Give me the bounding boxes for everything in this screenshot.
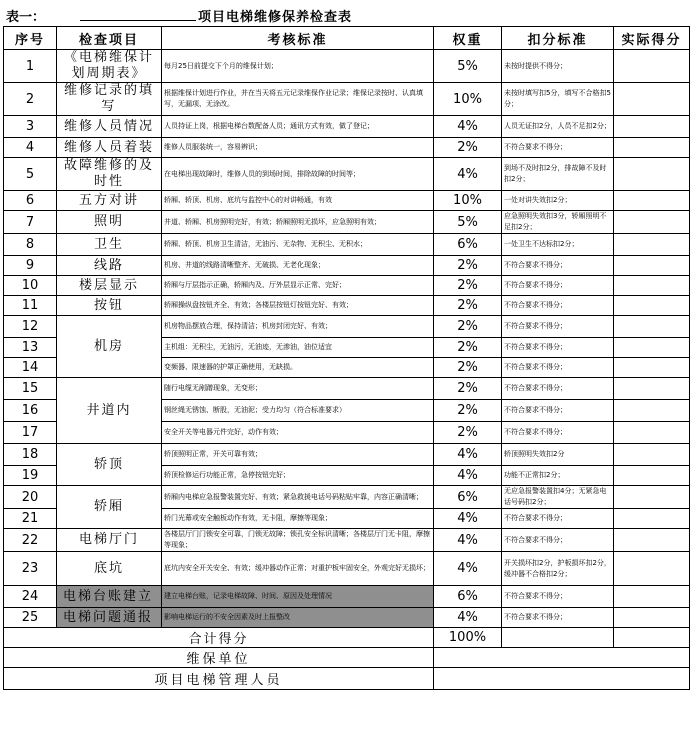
actual-score-cell[interactable]: [614, 116, 690, 138]
row-number: 6: [4, 191, 57, 211]
weight-value: 4%: [434, 116, 502, 138]
deduction-standard: 不符合要求不得分；: [502, 529, 614, 552]
inspection-item: 轿厢: [57, 486, 162, 529]
inspection-item: 机房: [57, 316, 162, 378]
actual-score-cell[interactable]: [614, 256, 690, 276]
weight-value: 2%: [434, 276, 502, 296]
assessment-standard: 轿顶照明正常，开关可靠有效；: [162, 444, 434, 466]
deduction-standard: 应急照明失效扣3分，轿厢照明不足扣2分；: [502, 211, 614, 234]
row-number: 13: [4, 338, 57, 358]
actual-score-cell[interactable]: [614, 83, 690, 116]
deduction-standard: 无应急报警装置扣4分；无紧急电话号码扣2分；: [502, 486, 614, 509]
actual-score-cell[interactable]: [614, 422, 690, 444]
assessment-standard: 安全开关等电器元件完好，动作有效；: [162, 422, 434, 444]
inspection-item: 线路: [57, 256, 162, 276]
weight-value: 2%: [434, 256, 502, 276]
row-number: 25: [4, 608, 57, 628]
weight-value: 6%: [434, 486, 502, 509]
deduction-standard: 到场不及时扣2分，排故障不及时扣2分；: [502, 158, 614, 191]
actual-score-cell[interactable]: [614, 316, 690, 338]
deduction-standard: 不符合要求不得分；: [502, 296, 614, 316]
actual-score-cell[interactable]: [614, 466, 690, 486]
inspection-item: 电梯厅门: [57, 529, 162, 552]
table-row: [4, 444, 690, 466]
header-row: [4, 27, 690, 50]
deduction-standard: 不符合要求不得分；: [502, 400, 614, 422]
col-header-no: 序号: [4, 27, 57, 50]
inspection-item: 底坑: [57, 552, 162, 586]
assessment-standard: 影响电梯运行的不安全因素及时上报整改: [162, 608, 434, 628]
weight-value: 4%: [434, 509, 502, 529]
actual-score-cell[interactable]: [614, 509, 690, 529]
table-row: [4, 211, 690, 234]
table-row: [4, 158, 690, 191]
row-number: 9: [4, 256, 57, 276]
weight-value: 2%: [434, 358, 502, 378]
weight-value: 2%: [434, 422, 502, 444]
row-number: 8: [4, 234, 57, 256]
total-label: 合计得分: [4, 628, 434, 648]
assessment-standard: 轿厢、轿顶、机房、底坑与监控中心的对讲畅通，有效: [162, 191, 434, 211]
deduction-standard: 不符合要求不得分；: [502, 316, 614, 338]
assessment-standard: 井道、轿厢、机房照明完好，有效；轿厢照明无损坏，应急照明有效；: [162, 211, 434, 234]
deduction-standard: 人员无证扣2分，人员不足扣2分；: [502, 116, 614, 138]
table-row: [4, 234, 690, 256]
deduction-standard: 不符合要求不得分；: [502, 338, 614, 358]
actual-score-cell[interactable]: [614, 191, 690, 211]
table-row: [4, 316, 690, 338]
deduction-standard: 不符合要求不得分；: [502, 422, 614, 444]
inspection-item: 井道内: [57, 378, 162, 444]
actual-score-cell[interactable]: [614, 486, 690, 509]
actual-score-cell[interactable]: [614, 276, 690, 296]
row-number: 7: [4, 211, 57, 234]
assessment-standard: 轿门光幕或安全触板动作有效，无卡阻，摩擦等现象；: [162, 509, 434, 529]
assessment-standard: 轿厢与厅层指示正确，轿厢内及、厅外层显示正常、完好；: [162, 276, 434, 296]
row-number: 16: [4, 400, 57, 422]
total-score-cell[interactable]: [614, 628, 690, 648]
actual-score-cell[interactable]: [614, 138, 690, 158]
row-number: 17: [4, 422, 57, 444]
assessment-standard: 随行电缆无剐蹭现象，无变形；: [162, 378, 434, 400]
row-number: 18: [4, 444, 57, 466]
inspection-item: 维修人员着装: [57, 138, 162, 158]
assessment-standard: 在电梯出现故障时，维修人员的到场时间，排除故障的时间等；: [162, 158, 434, 191]
table-row: [4, 116, 690, 138]
table-row: [4, 50, 690, 83]
assessment-standard: 维修人员服装统一，容易辨识；: [162, 138, 434, 158]
weight-value: 4%: [434, 158, 502, 191]
deduction-standard: 一处对讲失效扣2分；: [502, 191, 614, 211]
weight-value: 5%: [434, 50, 502, 83]
maintenance-unit-row: [4, 648, 690, 668]
assessment-standard: 轿厢、轿顶、机房卫生清洁，无油污、无杂物、无积尘、无积水；: [162, 234, 434, 256]
weight-value: 2%: [434, 138, 502, 158]
row-number: 15: [4, 378, 57, 400]
inspection-table: [3, 26, 690, 690]
assessment-standard: 每月25日前提交下个月的维保计划；: [162, 50, 434, 83]
deduction-standard: 不符合要求不得分；: [502, 358, 614, 378]
inspection-item: 电梯问题通报: [57, 608, 162, 628]
assessment-standard: 人员持证上岗，根据电梯台数配备人员；通讯方式有效，做了登记；: [162, 116, 434, 138]
row-number: 21: [4, 509, 57, 529]
table-row: [4, 138, 690, 158]
deduction-standard: 未按时提供不得分；: [502, 50, 614, 83]
assessment-standard: 各楼层厅门门锁安全可靠，门锁无故障；锁孔安全标识清晰；各楼层厅门无卡阻，摩擦等现象；: [162, 529, 434, 552]
actual-score-cell[interactable]: [614, 400, 690, 422]
actual-score-cell[interactable]: [614, 158, 690, 191]
deduction-standard: 开关损坏扣2分，护板损坏扣2分，缓冲器不合格扣2分；: [502, 552, 614, 586]
weight-value: 2%: [434, 296, 502, 316]
assessment-standard: 轿厢内电梯应急报警装置完好、有效；紧急救援电话号码粘贴牢靠，内容正确清晰；: [162, 486, 434, 509]
table-row: [4, 256, 690, 276]
weight-value: 4%: [434, 608, 502, 628]
weight-value: 4%: [434, 552, 502, 586]
row-number: 2: [4, 83, 57, 116]
row-number: 11: [4, 296, 57, 316]
weight-value: 4%: [434, 466, 502, 486]
actual-score-cell[interactable]: [614, 296, 690, 316]
row-number: 24: [4, 586, 57, 608]
table-row: [4, 529, 690, 552]
actual-score-cell[interactable]: [614, 444, 690, 466]
inspection-item: 楼层显示: [57, 276, 162, 296]
table-row: [4, 378, 690, 400]
row-number: 23: [4, 552, 57, 586]
actual-score-cell[interactable]: [614, 234, 690, 256]
actual-score-cell[interactable]: [614, 529, 690, 552]
weight-value: 4%: [434, 444, 502, 466]
weight-value: 2%: [434, 338, 502, 358]
manager-value[interactable]: [434, 668, 690, 690]
deduction-standard: 不符合要求不得分；: [502, 378, 614, 400]
col-header-actual-score: 实际得分: [614, 27, 690, 50]
actual-score-cell[interactable]: [614, 378, 690, 400]
assessment-standard: 底坑内安全开关安全、有效；缓冲器动作正常；对重护板牢固安全，外观完好无损坏；: [162, 552, 434, 586]
weight-value: 2%: [434, 316, 502, 338]
row-number: 19: [4, 466, 57, 486]
manager-row: [4, 668, 690, 690]
actual-score-cell[interactable]: [614, 338, 690, 358]
inspection-item: 轿顶: [57, 444, 162, 486]
actual-score-cell[interactable]: [614, 608, 690, 628]
deduction-standard: 轿顶照明失效扣2分: [502, 444, 614, 466]
inspection-item: 《电梯维保计划周期表》: [57, 50, 162, 83]
page-title: 项目电梯维修保养检查表: [198, 10, 353, 25]
manager-label: 项目电梯管理人员: [4, 668, 434, 690]
table-row: [4, 608, 690, 628]
weight-value: 2%: [434, 378, 502, 400]
assessment-standard: 轿厢操纵盘按钮齐全、有效；各楼层按钮灯按钮完好、有效；: [162, 296, 434, 316]
assessment-standard: 建立电梯台账，记录电梯故障、时间、原因及处理情况: [162, 586, 434, 608]
col-header-item: 检查项目: [57, 27, 162, 50]
table-row: [4, 276, 690, 296]
row-number: 10: [4, 276, 57, 296]
inspection-item: 卫生: [57, 234, 162, 256]
table-row: [4, 83, 690, 116]
row-number: 1: [4, 50, 57, 83]
table-row: [4, 486, 690, 509]
assessment-standard: 机房物品摆放合理，保持清洁；机房封闭完好、有效；: [162, 316, 434, 338]
row-number: 3: [4, 116, 57, 138]
row-number: 5: [4, 158, 57, 191]
col-header-standard: 考核标准: [162, 27, 434, 50]
inspection-item: 按钮: [57, 296, 162, 316]
weight-value: 2%: [434, 400, 502, 422]
project-name-blank[interactable]: [80, 20, 196, 21]
deduction-standard: 不符合要求不得分；: [502, 138, 614, 158]
weight-value: 5%: [434, 211, 502, 234]
row-number: 14: [4, 358, 57, 378]
total-deduction-cell[interactable]: [502, 628, 614, 648]
assessment-standard: 主机组：无积尘，无油污，无油迹，无渗油，油位适宜: [162, 338, 434, 358]
table-row: [4, 191, 690, 211]
row-number: 22: [4, 529, 57, 552]
maintenance-unit-label: 维保单位: [4, 648, 434, 668]
assessment-standard: 机房、井道的线路清晰整齐、无破损、无老化现象；: [162, 256, 434, 276]
weight-value: 6%: [434, 586, 502, 608]
weight-value: 10%: [434, 83, 502, 116]
assessment-standard: 钢丝绳无锈蚀、断股，无油泥；受力均匀（符合标准要求）: [162, 400, 434, 422]
deduction-standard: 不符合要求不得分；: [502, 256, 614, 276]
deduction-standard: 不符合要求不得分；: [502, 586, 614, 608]
deduction-standard: 一处卫生不达标扣2分；: [502, 234, 614, 256]
row-number: 20: [4, 486, 57, 509]
weight-value: 10%: [434, 191, 502, 211]
assessment-standard: 根据维保计划进行作业，并在当天将五元记录维保作业记录；维保记录按时、认真填写，无漏项、无涂改。: [162, 83, 434, 116]
table-number-label: 表一：: [6, 10, 46, 25]
row-number: 4: [4, 138, 57, 158]
maintenance-unit-value[interactable]: [434, 648, 690, 668]
actual-score-cell[interactable]: [614, 552, 690, 586]
inspection-item: 故障维修的及时性: [57, 158, 162, 191]
inspection-item: 五方对讲: [57, 191, 162, 211]
deduction-standard: 功能不正常扣2分；: [502, 466, 614, 486]
inspection-item: 照明: [57, 211, 162, 234]
col-header-weight: 权重: [434, 27, 502, 50]
row-number: 12: [4, 316, 57, 338]
assessment-standard: 轿顶检修运行功能正常，急停按钮完好；: [162, 466, 434, 486]
actual-score-cell[interactable]: [614, 50, 690, 83]
table-row: [4, 296, 690, 316]
deduction-standard: 不符合要求不得分；: [502, 509, 614, 529]
deduction-standard: 不符合要求不得分；: [502, 276, 614, 296]
table-row: [4, 552, 690, 586]
weight-value: 6%: [434, 234, 502, 256]
weight-value: 4%: [434, 529, 502, 552]
inspection-item: 电梯台账建立: [57, 586, 162, 608]
actual-score-cell[interactable]: [614, 211, 690, 234]
deduction-standard: 未按时填写扣5分，填写不合格扣5分；: [502, 83, 614, 116]
deduction-standard: 不符合要求不得分；: [502, 608, 614, 628]
assessment-standard: 变频器、限速器的护罩正确使用，无缺损。: [162, 358, 434, 378]
actual-score-cell[interactable]: [614, 586, 690, 608]
table-row: [4, 586, 690, 608]
total-weight: 100%: [434, 628, 502, 648]
col-header-deduction: 扣分标准: [502, 27, 614, 50]
total-row: [4, 628, 690, 648]
actual-score-cell[interactable]: [614, 358, 690, 378]
inspection-item: 维修人员情况: [57, 116, 162, 138]
inspection-item: 维修记录的填写: [57, 83, 162, 116]
